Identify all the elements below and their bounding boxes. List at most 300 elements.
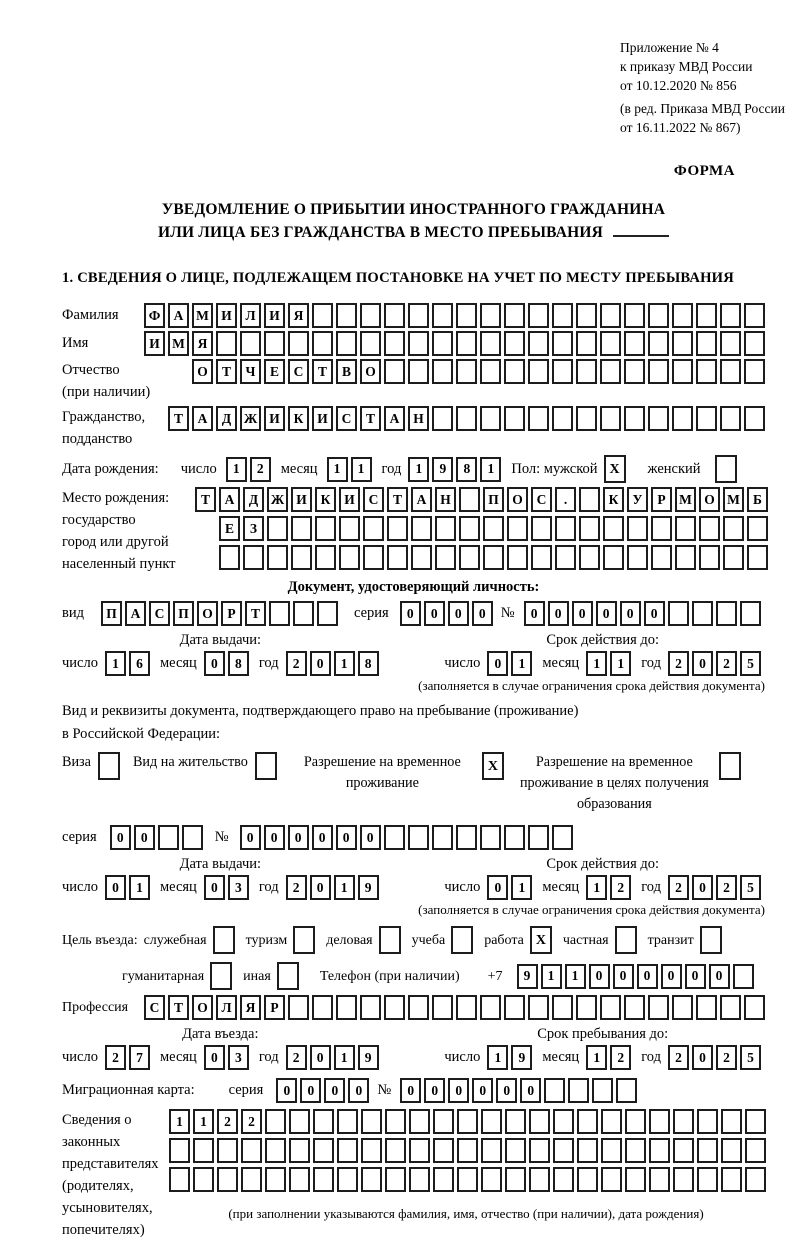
char-cell[interactable] <box>601 1167 622 1192</box>
char-cell[interactable] <box>627 516 648 541</box>
char-cell[interactable] <box>528 406 549 431</box>
char-cell[interactable]: 5 <box>740 651 761 676</box>
char-cell[interactable]: С <box>531 487 552 512</box>
char-cell[interactable] <box>336 331 357 356</box>
char-cell[interactable] <box>675 516 696 541</box>
char-cell[interactable]: Ж <box>267 487 288 512</box>
char-cell[interactable] <box>409 1167 430 1192</box>
checkbox-residence-permit[interactable] <box>255 752 277 780</box>
char-cell[interactable] <box>217 1138 238 1163</box>
char-cell[interactable]: 0 <box>613 964 634 989</box>
char-cell[interactable]: 3 <box>228 875 249 900</box>
char-cell[interactable]: 0 <box>310 875 331 900</box>
char-cell[interactable] <box>337 1138 358 1163</box>
char-cell[interactable] <box>600 359 621 384</box>
char-cell[interactable]: Я <box>240 995 261 1020</box>
char-cell[interactable] <box>339 545 360 570</box>
char-cell[interactable] <box>600 331 621 356</box>
char-cell[interactable]: 1 <box>541 964 562 989</box>
char-cell[interactable] <box>504 995 525 1020</box>
char-cell[interactable] <box>456 303 477 328</box>
char-cell[interactable] <box>408 331 429 356</box>
char-cell[interactable] <box>624 331 645 356</box>
char-cell[interactable]: 0 <box>596 601 617 626</box>
char-cell[interactable] <box>363 516 384 541</box>
char-cell[interactable]: Я <box>192 331 213 356</box>
char-cell[interactable]: Т <box>216 359 237 384</box>
char-cell[interactable]: 1 <box>511 875 532 900</box>
char-cell[interactable] <box>552 303 573 328</box>
char-cell[interactable] <box>481 1167 502 1192</box>
char-cell[interactable] <box>745 1138 766 1163</box>
char-cell[interactable] <box>627 545 648 570</box>
char-cell[interactable] <box>672 303 693 328</box>
char-cell[interactable]: Л <box>216 995 237 1020</box>
char-cell[interactable]: 0 <box>589 964 610 989</box>
char-cell[interactable] <box>480 359 501 384</box>
char-cell[interactable]: 9 <box>517 964 538 989</box>
char-cell[interactable] <box>361 1109 382 1134</box>
char-cell[interactable] <box>600 995 621 1020</box>
char-cell[interactable] <box>696 303 717 328</box>
char-cell[interactable]: 9 <box>358 1045 379 1070</box>
char-cell[interactable] <box>592 1078 613 1103</box>
char-cell[interactable] <box>240 331 261 356</box>
char-cell[interactable]: 9 <box>358 875 379 900</box>
char-cell[interactable]: 2 <box>668 875 689 900</box>
char-cell[interactable]: 1 <box>334 1045 355 1070</box>
char-cell[interactable]: У <box>627 487 648 512</box>
char-cell[interactable] <box>531 545 552 570</box>
char-cell[interactable] <box>528 825 549 850</box>
char-cell[interactable]: С <box>336 406 357 431</box>
char-cell[interactable]: 0 <box>685 964 706 989</box>
checkbox-visa[interactable] <box>98 752 120 780</box>
char-cell[interactable] <box>456 331 477 356</box>
char-cell[interactable]: И <box>144 331 165 356</box>
char-cell[interactable] <box>625 1167 646 1192</box>
char-cell[interactable] <box>360 995 381 1020</box>
char-cell[interactable] <box>265 1138 286 1163</box>
char-cell[interactable]: Р <box>651 487 672 512</box>
char-cell[interactable] <box>408 359 429 384</box>
char-cell[interactable]: Т <box>168 995 189 1020</box>
char-cell[interactable] <box>267 516 288 541</box>
char-cell[interactable]: 1 <box>226 457 247 482</box>
char-cell[interactable]: О <box>507 487 528 512</box>
char-cell[interactable] <box>625 1138 646 1163</box>
checkbox-purpose-business[interactable] <box>379 926 401 954</box>
char-cell[interactable] <box>480 406 501 431</box>
char-cell[interactable] <box>552 331 573 356</box>
char-cell[interactable] <box>337 1109 358 1134</box>
char-cell[interactable] <box>616 1078 637 1103</box>
char-cell[interactable] <box>457 1109 478 1134</box>
char-cell[interactable] <box>456 825 477 850</box>
char-cell[interactable] <box>553 1109 574 1134</box>
char-cell[interactable] <box>507 516 528 541</box>
char-cell[interactable] <box>363 545 384 570</box>
char-cell[interactable] <box>169 1167 190 1192</box>
char-cell[interactable] <box>459 487 480 512</box>
char-cell[interactable]: 0 <box>134 825 155 850</box>
char-cell[interactable]: 0 <box>276 1078 297 1103</box>
char-cell[interactable] <box>216 331 237 356</box>
char-cell[interactable] <box>182 825 203 850</box>
char-cell[interactable]: 5 <box>740 1045 761 1070</box>
char-cell[interactable] <box>288 995 309 1020</box>
char-cell[interactable]: 0 <box>400 601 421 626</box>
char-cell[interactable]: О <box>360 359 381 384</box>
char-cell[interactable] <box>673 1138 694 1163</box>
char-cell[interactable]: 0 <box>448 1078 469 1103</box>
checkbox-purpose-tourism[interactable] <box>293 926 315 954</box>
char-cell[interactable]: 0 <box>692 1045 713 1070</box>
char-cell[interactable]: 8 <box>456 457 477 482</box>
char-cell[interactable] <box>288 331 309 356</box>
char-cell[interactable] <box>409 1109 430 1134</box>
char-cell[interactable] <box>387 545 408 570</box>
char-cell[interactable] <box>504 406 525 431</box>
char-cell[interactable] <box>552 995 573 1020</box>
char-cell[interactable] <box>505 1167 526 1192</box>
char-cell[interactable] <box>553 1138 574 1163</box>
char-cell[interactable] <box>721 1167 742 1192</box>
char-cell[interactable]: 0 <box>105 875 126 900</box>
char-cell[interactable] <box>505 1138 526 1163</box>
char-cell[interactable] <box>648 406 669 431</box>
char-cell[interactable] <box>528 995 549 1020</box>
char-cell[interactable] <box>648 995 669 1020</box>
char-cell[interactable] <box>744 331 765 356</box>
checkbox-purpose-humanitarian[interactable] <box>210 962 232 990</box>
char-cell[interactable] <box>624 303 645 328</box>
char-cell[interactable] <box>553 1167 574 1192</box>
char-cell[interactable] <box>529 1109 550 1134</box>
char-cell[interactable]: С <box>144 995 165 1020</box>
char-cell[interactable]: О <box>699 487 720 512</box>
char-cell[interactable]: Р <box>221 601 242 626</box>
char-cell[interactable] <box>576 303 597 328</box>
char-cell[interactable]: М <box>675 487 696 512</box>
char-cell[interactable] <box>408 303 429 328</box>
char-cell[interactable]: 7 <box>129 1045 150 1070</box>
char-cell[interactable]: М <box>168 331 189 356</box>
char-cell[interactable]: П <box>173 601 194 626</box>
char-cell[interactable]: 0 <box>264 825 285 850</box>
char-cell[interactable] <box>723 516 744 541</box>
char-cell[interactable]: 2 <box>217 1109 238 1134</box>
char-cell[interactable]: 1 <box>408 457 429 482</box>
char-cell[interactable] <box>169 1138 190 1163</box>
char-cell[interactable] <box>507 545 528 570</box>
char-cell[interactable]: А <box>125 601 146 626</box>
char-cell[interactable] <box>317 601 338 626</box>
char-cell[interactable]: 0 <box>336 825 357 850</box>
char-cell[interactable] <box>312 303 333 328</box>
char-cell[interactable]: 2 <box>668 1045 689 1070</box>
char-cell[interactable] <box>435 545 456 570</box>
char-cell[interactable] <box>696 331 717 356</box>
char-cell[interactable] <box>337 1167 358 1192</box>
char-cell[interactable] <box>504 331 525 356</box>
char-cell[interactable] <box>432 995 453 1020</box>
char-cell[interactable] <box>744 995 765 1020</box>
char-cell[interactable] <box>456 995 477 1020</box>
char-cell[interactable] <box>432 825 453 850</box>
char-cell[interactable]: 0 <box>661 964 682 989</box>
char-cell[interactable] <box>579 545 600 570</box>
char-cell[interactable] <box>531 516 552 541</box>
char-cell[interactable] <box>481 1138 502 1163</box>
char-cell[interactable]: А <box>219 487 240 512</box>
char-cell[interactable] <box>361 1138 382 1163</box>
char-cell[interactable]: 0 <box>204 651 225 676</box>
char-cell[interactable] <box>433 1109 454 1134</box>
char-cell[interactable]: 1 <box>193 1109 214 1134</box>
char-cell[interactable] <box>293 601 314 626</box>
char-cell[interactable] <box>648 359 669 384</box>
char-cell[interactable] <box>480 825 501 850</box>
char-cell[interactable]: И <box>291 487 312 512</box>
char-cell[interactable] <box>576 406 597 431</box>
char-cell[interactable] <box>696 359 717 384</box>
char-cell[interactable]: 1 <box>586 651 607 676</box>
char-cell[interactable]: 9 <box>432 457 453 482</box>
char-cell[interactable] <box>243 545 264 570</box>
char-cell[interactable]: Д <box>216 406 237 431</box>
char-cell[interactable]: Ч <box>240 359 261 384</box>
char-cell[interactable]: 0 <box>348 1078 369 1103</box>
char-cell[interactable] <box>696 406 717 431</box>
char-cell[interactable] <box>747 516 768 541</box>
char-cell[interactable] <box>411 545 432 570</box>
char-cell[interactable]: Я <box>288 303 309 328</box>
char-cell[interactable] <box>459 516 480 541</box>
char-cell[interactable] <box>577 1167 598 1192</box>
char-cell[interactable]: К <box>315 487 336 512</box>
char-cell[interactable]: 2 <box>286 651 307 676</box>
char-cell[interactable]: Н <box>435 487 456 512</box>
char-cell[interactable]: О <box>192 995 213 1020</box>
char-cell[interactable]: 2 <box>716 651 737 676</box>
char-cell[interactable]: К <box>288 406 309 431</box>
char-cell[interactable] <box>576 359 597 384</box>
char-cell[interactable] <box>744 406 765 431</box>
char-cell[interactable] <box>721 1138 742 1163</box>
char-cell[interactable] <box>576 995 597 1020</box>
char-cell[interactable] <box>720 995 741 1020</box>
char-cell[interactable] <box>193 1138 214 1163</box>
char-cell[interactable]: 0 <box>637 964 658 989</box>
char-cell[interactable] <box>456 406 477 431</box>
char-cell[interactable] <box>699 516 720 541</box>
char-cell[interactable] <box>720 406 741 431</box>
char-cell[interactable] <box>552 825 573 850</box>
char-cell[interactable]: Н <box>408 406 429 431</box>
char-cell[interactable]: М <box>192 303 213 328</box>
char-cell[interactable] <box>544 1078 565 1103</box>
char-cell[interactable]: 5 <box>740 875 761 900</box>
char-cell[interactable]: 1 <box>169 1109 190 1134</box>
char-cell[interactable]: . <box>555 487 576 512</box>
char-cell[interactable] <box>504 303 525 328</box>
char-cell[interactable] <box>672 331 693 356</box>
char-cell[interactable]: И <box>312 406 333 431</box>
char-cell[interactable] <box>312 995 333 1020</box>
char-cell[interactable]: 1 <box>129 875 150 900</box>
char-cell[interactable] <box>432 303 453 328</box>
char-cell[interactable] <box>289 1109 310 1134</box>
char-cell[interactable]: 0 <box>204 1045 225 1070</box>
char-cell[interactable] <box>433 1167 454 1192</box>
char-cell[interactable] <box>529 1138 550 1163</box>
char-cell[interactable]: 0 <box>487 651 508 676</box>
char-cell[interactable]: 0 <box>240 825 261 850</box>
char-cell[interactable]: 2 <box>716 1045 737 1070</box>
char-cell[interactable]: 2 <box>105 1045 126 1070</box>
char-cell[interactable] <box>483 516 504 541</box>
char-cell[interactable] <box>432 331 453 356</box>
char-cell[interactable] <box>289 1138 310 1163</box>
char-cell[interactable]: 0 <box>288 825 309 850</box>
char-cell[interactable]: 2 <box>668 651 689 676</box>
char-cell[interactable] <box>699 545 720 570</box>
char-cell[interactable] <box>747 545 768 570</box>
char-cell[interactable] <box>483 545 504 570</box>
char-cell[interactable] <box>721 1109 742 1134</box>
char-cell[interactable] <box>673 1167 694 1192</box>
char-cell[interactable]: 0 <box>472 601 493 626</box>
char-cell[interactable] <box>265 1109 286 1134</box>
char-cell[interactable] <box>480 331 501 356</box>
checkbox-temp-residence[interactable]: X <box>482 752 504 780</box>
char-cell[interactable] <box>315 516 336 541</box>
char-cell[interactable] <box>457 1167 478 1192</box>
char-cell[interactable] <box>264 331 285 356</box>
checkbox-temp-residence-education[interactable] <box>719 752 741 780</box>
char-cell[interactable] <box>577 1109 598 1134</box>
char-cell[interactable]: 1 <box>105 651 126 676</box>
char-cell[interactable] <box>745 1167 766 1192</box>
char-cell[interactable] <box>336 303 357 328</box>
char-cell[interactable]: 0 <box>709 964 730 989</box>
char-cell[interactable] <box>716 601 737 626</box>
char-cell[interactable]: 1 <box>334 651 355 676</box>
char-cell[interactable]: 0 <box>424 601 445 626</box>
char-cell[interactable] <box>720 331 741 356</box>
char-cell[interactable]: Б <box>747 487 768 512</box>
char-cell[interactable]: 1 <box>586 875 607 900</box>
char-cell[interactable] <box>744 359 765 384</box>
char-cell[interactable]: 0 <box>487 875 508 900</box>
char-cell[interactable]: 2 <box>286 1045 307 1070</box>
char-cell[interactable]: А <box>168 303 189 328</box>
char-cell[interactable] <box>505 1109 526 1134</box>
char-cell[interactable]: П <box>483 487 504 512</box>
char-cell[interactable] <box>265 1167 286 1192</box>
char-cell[interactable]: 0 <box>644 601 665 626</box>
char-cell[interactable]: Ф <box>144 303 165 328</box>
char-cell[interactable] <box>384 825 405 850</box>
char-cell[interactable] <box>289 1167 310 1192</box>
char-cell[interactable] <box>361 1167 382 1192</box>
char-cell[interactable]: 1 <box>327 457 348 482</box>
char-cell[interactable]: А <box>411 487 432 512</box>
char-cell[interactable] <box>672 359 693 384</box>
char-cell[interactable] <box>673 1109 694 1134</box>
char-cell[interactable] <box>457 1138 478 1163</box>
char-cell[interactable] <box>651 545 672 570</box>
char-cell[interactable]: Т <box>195 487 216 512</box>
char-cell[interactable] <box>312 331 333 356</box>
char-cell[interactable]: 0 <box>424 1078 445 1103</box>
char-cell[interactable] <box>456 359 477 384</box>
char-cell[interactable] <box>651 516 672 541</box>
char-cell[interactable] <box>624 995 645 1020</box>
char-cell[interactable]: 0 <box>310 1045 331 1070</box>
char-cell[interactable] <box>625 1109 646 1134</box>
char-cell[interactable] <box>552 359 573 384</box>
char-cell[interactable] <box>723 545 744 570</box>
char-cell[interactable]: А <box>192 406 213 431</box>
char-cell[interactable]: О <box>192 359 213 384</box>
char-cell[interactable] <box>577 1138 598 1163</box>
char-cell[interactable] <box>528 303 549 328</box>
char-cell[interactable]: Т <box>168 406 189 431</box>
char-cell[interactable] <box>555 545 576 570</box>
char-cell[interactable]: 1 <box>480 457 501 482</box>
char-cell[interactable] <box>432 359 453 384</box>
char-cell[interactable] <box>504 825 525 850</box>
char-cell[interactable]: Т <box>245 601 266 626</box>
char-cell[interactable]: 0 <box>400 1078 421 1103</box>
char-cell[interactable] <box>336 995 357 1020</box>
char-cell[interactable] <box>600 303 621 328</box>
char-cell[interactable]: 0 <box>524 601 545 626</box>
char-cell[interactable]: В <box>336 359 357 384</box>
char-cell[interactable] <box>601 1109 622 1134</box>
char-cell[interactable] <box>649 1167 670 1192</box>
char-cell[interactable] <box>459 545 480 570</box>
char-cell[interactable] <box>217 1167 238 1192</box>
char-cell[interactable] <box>579 516 600 541</box>
checkbox-purpose-official[interactable] <box>213 926 235 954</box>
char-cell[interactable] <box>648 331 669 356</box>
char-cell[interactable]: 1 <box>334 875 355 900</box>
char-cell[interactable] <box>387 516 408 541</box>
char-cell[interactable]: 2 <box>610 875 631 900</box>
char-cell[interactable]: П <box>101 601 122 626</box>
char-cell[interactable] <box>385 1167 406 1192</box>
char-cell[interactable] <box>360 331 381 356</box>
char-cell[interactable]: 0 <box>360 825 381 850</box>
char-cell[interactable]: С <box>149 601 170 626</box>
char-cell[interactable] <box>745 1109 766 1134</box>
char-cell[interactable]: И <box>264 303 285 328</box>
char-cell[interactable] <box>697 1138 718 1163</box>
char-cell[interactable]: Т <box>360 406 381 431</box>
char-cell[interactable]: 0 <box>620 601 641 626</box>
char-cell[interactable]: 0 <box>472 1078 493 1103</box>
char-cell[interactable] <box>576 331 597 356</box>
char-cell[interactable] <box>291 545 312 570</box>
char-cell[interactable]: А <box>384 406 405 431</box>
char-cell[interactable]: 3 <box>228 1045 249 1070</box>
char-cell[interactable] <box>675 545 696 570</box>
char-cell[interactable]: 0 <box>310 651 331 676</box>
char-cell[interactable]: 1 <box>610 651 631 676</box>
